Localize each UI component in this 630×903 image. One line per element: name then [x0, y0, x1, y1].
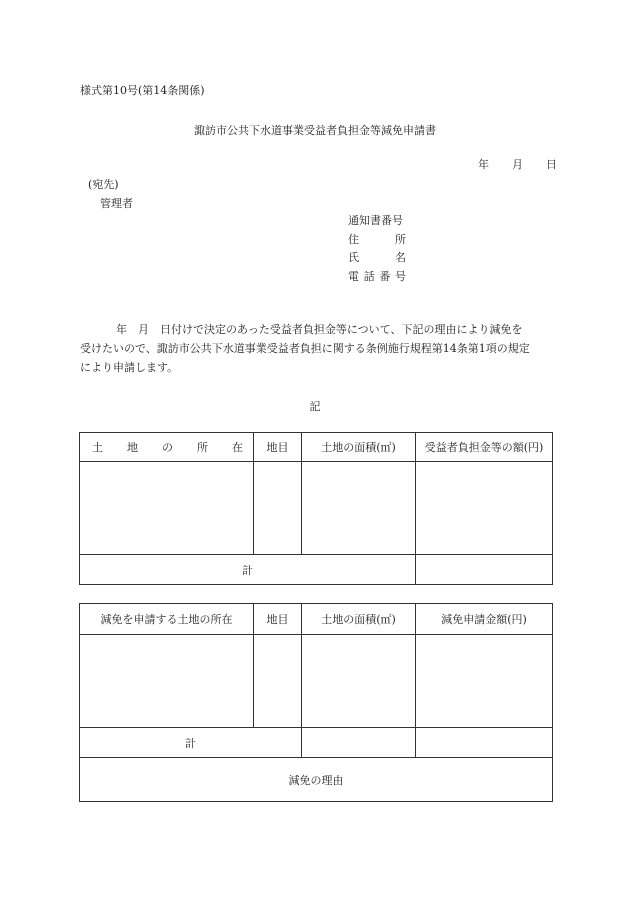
header-area: 土地の面積(㎡) [302, 604, 416, 635]
header-reduction-amount: 減免申請金額(円) [416, 604, 553, 635]
addressee: (宛先) [88, 178, 119, 191]
phone-label: 電 話 番 号 [348, 269, 406, 283]
date-month: 月 [512, 158, 523, 171]
notice-number-label: 通知書番号 [348, 214, 403, 227]
total-label: 計 [80, 728, 302, 758]
header-reduction-location: 減免を申請する土地の所在 [80, 604, 254, 635]
body-line-3: により申請します。 [80, 361, 179, 374]
area-cell[interactable] [302, 462, 416, 555]
land-category-cell[interactable] [254, 635, 302, 728]
reduction-reason-label: 減免の理由 [288, 773, 344, 787]
application-body [80, 320, 550, 377]
date-line [478, 156, 557, 172]
reduction-table [79, 603, 553, 802]
total-charge-cell[interactable] [416, 555, 553, 585]
area-cell[interactable] [302, 635, 416, 728]
header-land-category: 地目 [254, 433, 302, 462]
body-line-1: 年 月 日付けで決定のあった受益者負担金等について、下記の理由により減免を [116, 323, 523, 336]
name-label: 氏 名 [348, 251, 406, 264]
land-charge-table [79, 432, 553, 585]
reduction-reason-cell[interactable] [80, 758, 553, 802]
document-title: 諏訪市公共下水道事業受益者負担金等減免申請書 [194, 124, 436, 137]
location-cell[interactable] [80, 462, 254, 555]
recipient: 管理者 [100, 197, 133, 210]
charge-cell[interactable] [416, 462, 553, 555]
date-day: 日 [546, 158, 557, 171]
total-area-cell[interactable] [302, 728, 416, 758]
form-number: 様式第10号(第14条関係) [80, 84, 205, 97]
ki-heading: 記 [309, 400, 321, 413]
applicant-fields [348, 212, 406, 286]
land-category-cell[interactable] [254, 462, 302, 555]
reduction-location-cell[interactable] [80, 635, 254, 728]
total-amount-cell[interactable] [416, 728, 553, 758]
reduction-amount-cell[interactable] [416, 635, 553, 728]
body-line-2: 受けたいので、諏訪市公共下水道事業受益者負担に関する条例施行規程第14条第1項の規定 [80, 342, 530, 355]
header-charge: 受益者負担金等の額(円) [416, 433, 553, 462]
header-area: 土地の面積(㎡) [302, 433, 416, 462]
address-label: 住 所 [348, 232, 406, 246]
header-location: 土 地 の 所 在 [80, 433, 254, 462]
date-year: 年 [478, 158, 489, 171]
total-label: 計 [80, 555, 416, 585]
header-land-category: 地目 [254, 604, 302, 635]
